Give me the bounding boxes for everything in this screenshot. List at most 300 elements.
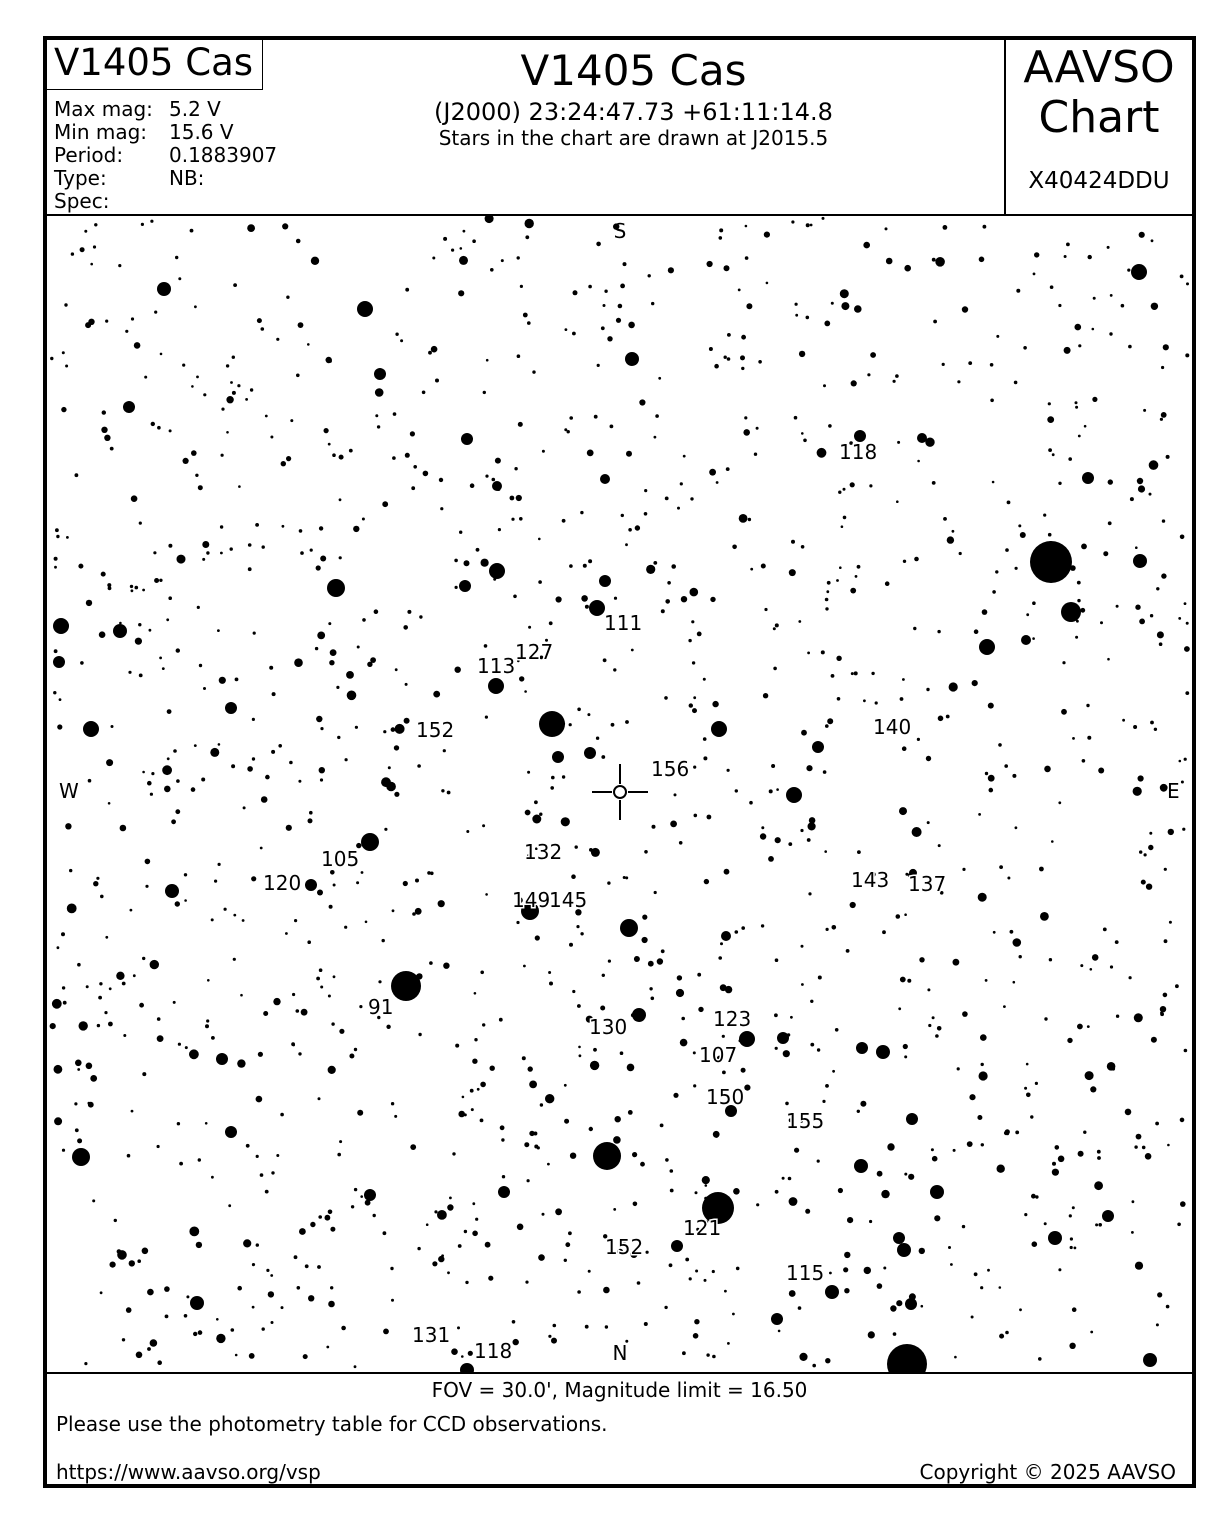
star: [1033, 273, 1036, 276]
star: [867, 373, 870, 376]
star: [972, 680, 978, 686]
star: [968, 361, 972, 365]
star: [989, 788, 994, 793]
epoch-note: Stars in the chart are drawn at J2015.5: [438, 126, 829, 150]
star: [154, 578, 159, 583]
star: [590, 1061, 599, 1070]
star: [748, 518, 751, 521]
star: [761, 826, 764, 829]
star: [177, 555, 186, 564]
star: [817, 1048, 820, 1051]
star: [474, 1038, 477, 1041]
star: [625, 876, 628, 879]
star: [415, 908, 422, 915]
star: [326, 1346, 329, 1349]
star: [807, 652, 810, 655]
star: [93, 245, 96, 248]
star: [683, 455, 686, 458]
star: [887, 1143, 894, 1150]
star: [218, 743, 221, 746]
star: [94, 223, 97, 226]
star: [577, 708, 581, 712]
star: [296, 239, 301, 244]
star: [681, 1017, 685, 1021]
star: [319, 968, 323, 972]
comparison-star-label: 152: [605, 1235, 644, 1259]
star: [741, 1068, 746, 1073]
star: [477, 1088, 480, 1091]
star: [1087, 1025, 1090, 1028]
star: [528, 1066, 533, 1071]
star: [847, 1217, 853, 1223]
star: [517, 354, 521, 358]
star: [724, 1290, 727, 1293]
star: [604, 1154, 612, 1162]
star: [139, 674, 143, 678]
star: [1090, 1331, 1093, 1334]
star: [812, 1364, 816, 1368]
star: [410, 1144, 416, 1150]
star: [720, 984, 727, 991]
star: [1149, 493, 1152, 496]
star: [404, 718, 410, 724]
star: [694, 1319, 699, 1324]
star: [332, 453, 336, 457]
star: [987, 1269, 990, 1272]
star: [837, 697, 841, 701]
star: [1015, 567, 1018, 570]
star: [198, 485, 203, 490]
star: [286, 456, 291, 461]
star: [1115, 940, 1119, 944]
star: [954, 1356, 957, 1359]
direction-north: N: [612, 1341, 628, 1365]
star: [562, 722, 565, 725]
comparison-star-label: 121: [683, 1216, 722, 1240]
comparison-star-label: 111: [604, 611, 643, 635]
star: [237, 1059, 245, 1067]
star: [266, 1269, 269, 1272]
star: [294, 919, 297, 922]
star: [301, 1009, 308, 1016]
star: [1159, 642, 1163, 646]
star: [627, 1064, 635, 1072]
star: [190, 229, 194, 233]
star: [451, 1348, 458, 1355]
star: [169, 429, 172, 432]
star: [760, 833, 766, 839]
star: [542, 450, 545, 453]
star: [614, 597, 617, 600]
star: [589, 1127, 593, 1131]
star: [281, 461, 286, 466]
star: [125, 330, 128, 333]
star: [1080, 964, 1083, 967]
star: [981, 1143, 984, 1146]
star: [391, 1299, 394, 1302]
star: [286, 296, 289, 299]
star: [902, 746, 907, 751]
star: [189, 1227, 199, 1237]
star: [471, 1108, 474, 1111]
vsp-link[interactable]: https://www.aavso.org/vsp: [56, 1460, 321, 1484]
star: [1143, 1353, 1157, 1367]
star: [497, 487, 501, 491]
star: [1014, 381, 1018, 385]
star: [988, 775, 995, 782]
star: [957, 1067, 960, 1070]
star: [1143, 409, 1146, 412]
star: [949, 682, 958, 691]
star: [455, 667, 461, 673]
star: [123, 401, 135, 413]
star: [1072, 1307, 1077, 1312]
star: [825, 1358, 830, 1363]
star: [77, 963, 81, 967]
star: [572, 332, 576, 336]
star: [904, 1055, 907, 1058]
star: [720, 942, 723, 945]
star: [290, 419, 293, 422]
star: [472, 1059, 477, 1064]
star: [704, 1197, 707, 1200]
star: [1069, 1214, 1072, 1217]
star: [567, 430, 570, 433]
star: [426, 1223, 429, 1226]
star: [182, 364, 185, 367]
star: [176, 779, 180, 783]
star: [525, 1281, 528, 1284]
star: [231, 764, 235, 768]
star: [510, 496, 515, 501]
star: [136, 1352, 143, 1359]
star: [309, 811, 313, 815]
star: [391, 727, 396, 732]
star: [800, 829, 803, 832]
star: [490, 1066, 495, 1071]
star: [278, 744, 282, 748]
star: [240, 994, 243, 997]
star: [690, 588, 699, 597]
star: [325, 1215, 331, 1221]
star: [997, 1165, 1005, 1173]
star: [486, 359, 489, 362]
star: [823, 384, 826, 387]
star: [775, 623, 779, 627]
star: [361, 871, 364, 874]
star: [919, 957, 924, 962]
star: [130, 909, 133, 912]
star: [570, 1153, 576, 1159]
star: [693, 1333, 699, 1339]
star: [930, 1185, 944, 1199]
star: [933, 320, 937, 324]
star: [898, 1007, 901, 1010]
org-chart-word: Chart: [1038, 92, 1160, 143]
star: [359, 1005, 362, 1008]
star: [919, 1248, 925, 1254]
star: [137, 1259, 141, 1263]
star: [394, 1115, 397, 1118]
star: [562, 775, 565, 778]
star: [1134, 1013, 1143, 1022]
star: [893, 1332, 897, 1336]
star: [900, 977, 906, 983]
star: [150, 960, 159, 969]
star: [568, 1231, 572, 1235]
star: [88, 779, 92, 783]
star: [1162, 519, 1165, 522]
star: [337, 1153, 341, 1157]
star: [273, 998, 280, 1005]
star: [454, 559, 458, 563]
star: [1156, 587, 1159, 590]
star: [440, 507, 443, 510]
star: [703, 756, 707, 760]
star: [149, 629, 152, 632]
star: [912, 827, 922, 837]
star: [1016, 289, 1020, 293]
star: [197, 606, 200, 609]
star: [131, 495, 138, 502]
star: [1055, 1145, 1060, 1150]
star: [600, 1006, 605, 1011]
star: [221, 454, 224, 457]
star: [937, 630, 940, 633]
star: [1157, 631, 1164, 638]
star: [514, 467, 517, 470]
star: [1138, 775, 1144, 781]
star: [54, 649, 58, 653]
star: [565, 328, 568, 331]
star: [178, 277, 181, 280]
star: [569, 564, 573, 568]
star: [517, 256, 520, 259]
star: [801, 945, 804, 948]
star: [688, 639, 691, 642]
star: [131, 589, 134, 592]
star: [1018, 524, 1021, 527]
star: [299, 1228, 306, 1235]
star: [928, 1024, 931, 1027]
star: [1139, 619, 1145, 625]
star: [147, 1347, 151, 1351]
star: [977, 1115, 982, 1120]
star: [1035, 1082, 1038, 1085]
star: [405, 453, 410, 458]
star: [736, 1267, 740, 1271]
star: [694, 814, 698, 818]
star: [235, 678, 239, 682]
star: [850, 588, 856, 594]
star: [704, 1279, 707, 1282]
star: [296, 1009, 300, 1013]
star: [547, 1097, 550, 1100]
star: [463, 230, 466, 233]
star: [794, 1148, 799, 1153]
star: [276, 338, 279, 341]
star: [950, 1263, 953, 1266]
star: [1058, 482, 1061, 485]
star: [953, 1149, 956, 1152]
comparison-star-label: 156: [651, 757, 690, 781]
star: [378, 980, 381, 983]
star: [1137, 478, 1143, 484]
star: [98, 996, 102, 1000]
star: [237, 1286, 242, 1291]
star: [661, 949, 665, 953]
star: [1131, 1231, 1134, 1234]
target-marker: [592, 764, 648, 820]
star: [1085, 1071, 1094, 1080]
star: [732, 1313, 735, 1316]
star: [823, 770, 827, 774]
star: [307, 343, 310, 346]
star: [575, 845, 578, 848]
star: [1075, 636, 1078, 639]
star: [190, 1296, 204, 1310]
star: [600, 474, 610, 484]
star: [243, 806, 246, 809]
star: [677, 507, 680, 510]
star: [937, 1026, 942, 1031]
star: [268, 1291, 274, 1297]
star: [712, 701, 718, 707]
star: [1107, 246, 1110, 249]
star: [122, 982, 126, 986]
chart-id: X40424DDU: [1028, 168, 1170, 194]
star: [142, 589, 145, 592]
star: [108, 1022, 113, 1027]
star: [459, 531, 462, 534]
star: [625, 720, 629, 724]
star: [1092, 397, 1097, 402]
star: [825, 724, 829, 728]
star: [825, 607, 828, 610]
star: [906, 1113, 918, 1125]
star: [981, 1074, 984, 1077]
star: [459, 580, 471, 592]
star: [166, 618, 169, 621]
star: [785, 1102, 789, 1106]
copyright: Copyright © 2025 AAVSO: [919, 1460, 1176, 1484]
star-id-box: V1405 Cas: [47, 40, 263, 90]
star: [561, 817, 570, 826]
star: [522, 1056, 526, 1060]
star: [1038, 1357, 1042, 1361]
star: [1151, 1037, 1157, 1043]
star: [88, 319, 94, 325]
star: [719, 236, 723, 240]
star: [897, 1243, 911, 1257]
star: [261, 796, 268, 803]
star: [824, 850, 827, 853]
star: [1100, 621, 1103, 624]
star: [245, 398, 248, 401]
star: [271, 1321, 274, 1324]
star: [1043, 514, 1046, 517]
star: [644, 1322, 648, 1326]
star: [761, 564, 766, 569]
star: [917, 460, 920, 463]
comparison-star-label: 91: [368, 995, 394, 1019]
comparison-star-label: 118: [839, 440, 878, 464]
star: [383, 1231, 387, 1235]
star: [194, 305, 197, 308]
star: [257, 318, 262, 323]
info-row-max-mag: Max mag: 5.2 V: [54, 97, 221, 121]
star: [634, 956, 640, 962]
star: [438, 900, 445, 907]
star: [967, 1141, 973, 1147]
star: [205, 1024, 209, 1028]
star: [443, 963, 449, 969]
star: [1026, 613, 1029, 616]
star: [651, 302, 654, 305]
star: [269, 666, 273, 670]
star: [395, 333, 398, 336]
comparison-star-label: 130: [589, 1015, 628, 1039]
star: [435, 379, 439, 383]
star: [818, 976, 822, 980]
star: [548, 1335, 551, 1338]
star: [272, 692, 276, 696]
star: [698, 1007, 703, 1012]
star: [260, 847, 263, 850]
star: [664, 1306, 667, 1309]
star: [316, 977, 320, 981]
comparison-star-label: 149: [512, 888, 551, 912]
star: [54, 557, 58, 561]
star: [739, 1039, 742, 1042]
star: [308, 1295, 314, 1301]
star: [337, 736, 340, 739]
star: [270, 436, 273, 439]
star: [178, 1043, 181, 1046]
star: [54, 1117, 62, 1125]
star: [990, 399, 994, 403]
star: [65, 365, 68, 368]
star: [538, 538, 541, 541]
star: [50, 1023, 56, 1029]
star: [587, 450, 594, 457]
star: [198, 1158, 201, 1161]
star: [464, 1230, 467, 1233]
star: [1154, 728, 1157, 731]
star: [75, 473, 79, 477]
star: [465, 1281, 468, 1284]
star: [175, 901, 180, 906]
star: [832, 925, 837, 930]
star: [640, 1162, 645, 1167]
star: [141, 223, 144, 226]
star: [985, 979, 988, 982]
star: [881, 1190, 889, 1198]
star: [808, 822, 816, 830]
star: [788, 790, 791, 793]
star: [744, 1085, 750, 1091]
star: [69, 869, 72, 872]
star: [157, 1360, 162, 1365]
star: [1032, 1241, 1038, 1247]
star: [605, 1325, 608, 1328]
star: [256, 1155, 259, 1158]
star: [410, 431, 415, 436]
star: [671, 1240, 683, 1252]
star: [459, 256, 468, 265]
star: [1109, 332, 1112, 335]
star: [150, 1339, 158, 1347]
